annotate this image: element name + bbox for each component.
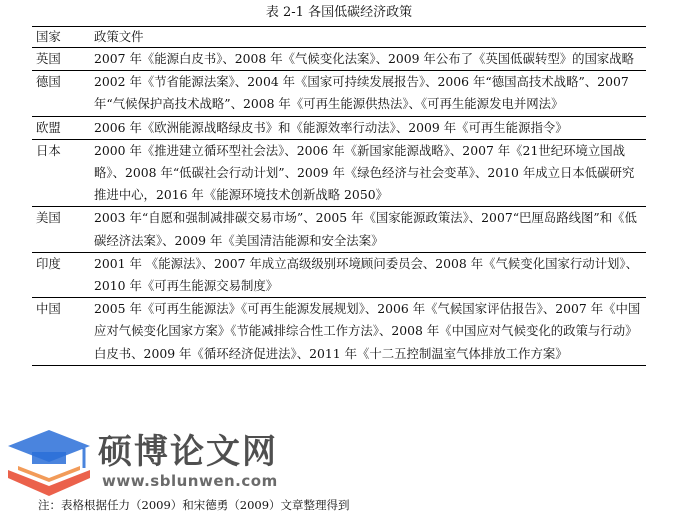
country-cell: 日本 [32,139,90,207]
table-row [32,252,646,297]
policy-cell: 2006 年《欧洲能源战略绿皮书》和《能源效率行动法》、2009 年《可再生能源指令》 [90,116,646,139]
policy-cell: 2002 年《节省能源法案》、2004 年《国家可持续发展报告》、2006 年“德国高技术战略”、2007 年“气候保护高技术战略”、2008 年《可再生能源供热法》、《可再生能源发电并网法》 [90,71,646,116]
graduation-cap-icon [6,426,92,498]
table-row [32,71,646,116]
country-cell: 中国 [32,298,90,366]
table-row [32,207,646,252]
table-header-row [32,27,646,48]
policy-cell: 2005 年《可再生能源法》《可再生能源发展规划》、2006 年《气候国家评估报告》、2007 年《中国应对气候变化国家方案》《节能减排综合性工作方法》、2008 年《中国应对气候变化的政策与行动》白皮书、2009 年《循环经济促进法》、2011 年《十二五控制温室气体排放工作方案》 [90,298,646,366]
policy-cell: 2000 年《推进建立循环型社会法》、2006 年《新国家能源战略》、2007 年《21世纪环境立国战略》、2008 年“低碳社会行动计划”、2009 年《绿色经济与社会变革》、2010 年成立日本低碳研究推进中心，2016 年《能源环境技术创新战略 2050》 [90,139,646,207]
table-row [32,116,646,139]
policy-table [32,26,646,366]
header-policy: 政策文件 [90,27,646,48]
policy-cell: 2001 年 《能源法》、2007 年成立高级级别环境顾问委员会、2008 年《气候变化国家行动计划》、2010 年《可再生能源交易制度》 [90,252,646,297]
table-row [32,48,646,71]
policy-cell: 2007 年《能源白皮书》、2008 年《气候变化法案》、2009 年公布了《英国低碳转型》的国家战略 [90,48,646,71]
country-cell: 美国 [32,207,90,252]
watermark-title: 硕博论文网 [98,432,278,472]
watermark-url: www.sblunwen.com [102,472,278,490]
country-cell: 欧盟 [32,116,90,139]
header-country: 国家 [32,27,90,48]
policy-cell: 2003 年“自愿和强制减排碳交易市场”、2005 年《国家能源政策法》、2007“巴厘岛路线图”和《低碳经济法案》、2009 年《美国清洁能源和安全法案》 [90,207,646,252]
watermark [6,426,336,498]
country-cell: 英国 [32,48,90,71]
country-cell: 印度 [32,252,90,297]
table-caption: 表 2-1 各国低碳经济政策 [265,5,413,20]
table-note: 注：表格根据任力（2009）和宋德勇（2009）文章整理得到 [38,498,350,512]
country-cell: 德国 [32,71,90,116]
table-row [32,139,646,207]
table-row [32,298,646,366]
